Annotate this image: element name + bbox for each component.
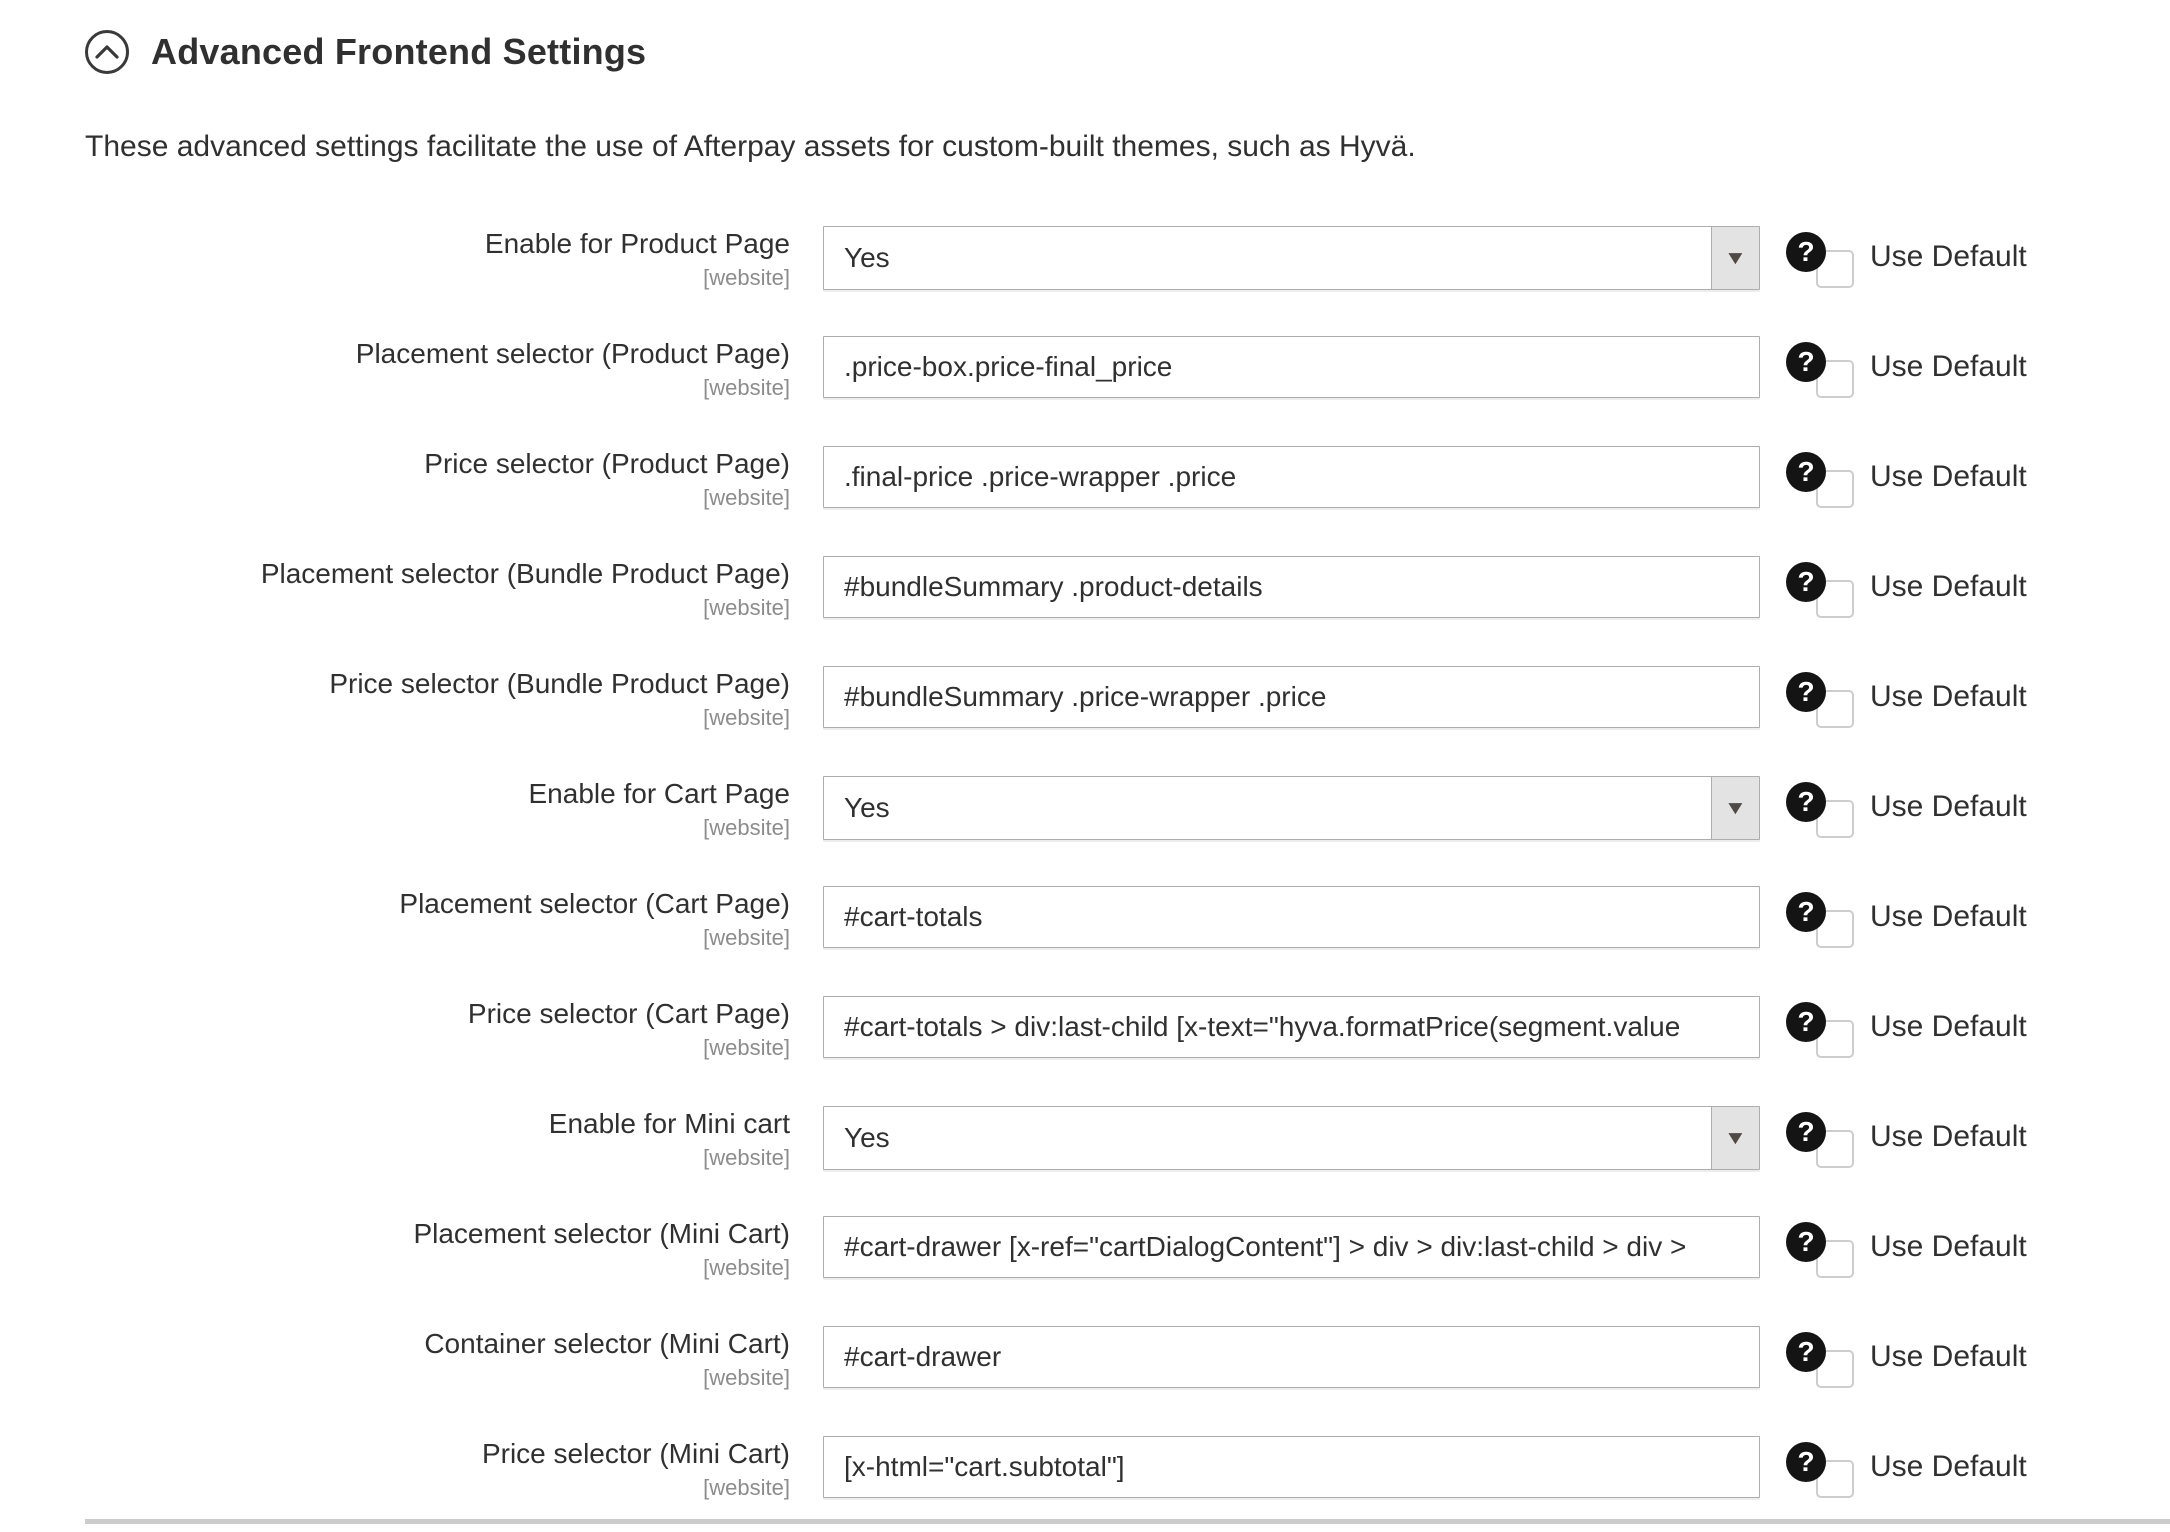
field-scope-label: [website] <box>703 1365 790 1390</box>
help-icon[interactable]: ? <box>1786 1332 1826 1372</box>
select-selected-value: Yes <box>844 792 890 823</box>
help-icon[interactable]: ? <box>1786 232 1826 272</box>
section-divider <box>85 1519 2170 1524</box>
field-label-group <box>85 996 790 1061</box>
field-actions <box>1760 776 2170 841</box>
use-default-label[interactable]: Use Default <box>1870 460 2027 493</box>
field-label: Price selector (Cart Page) <box>467 998 790 1029</box>
field-actions <box>1760 1216 2170 1281</box>
field-text-input[interactable] <box>823 996 1760 1058</box>
chevron-up-icon[interactable] <box>85 30 129 74</box>
field-actions <box>1760 996 2170 1061</box>
field-text-input[interactable] <box>823 666 1760 728</box>
field-scope-label: [website] <box>703 815 790 840</box>
form-row <box>85 1436 2170 1501</box>
form-row <box>85 336 2170 401</box>
field-select[interactable] <box>823 226 1760 290</box>
field-label: Price selector (Bundle Product Page) <box>329 668 790 699</box>
field-label: Enable for Product Page <box>484 228 790 259</box>
field-label: Price selector (Product Page) <box>424 448 790 479</box>
select-arrow-button[interactable] <box>1711 777 1759 839</box>
help-icon[interactable]: ? <box>1786 1112 1826 1152</box>
field-label-group <box>85 446 790 511</box>
field-text-input[interactable] <box>823 446 1760 508</box>
chevron-down-icon: ▼ <box>1723 1127 1748 1149</box>
help-icon[interactable]: ? <box>1786 1442 1826 1482</box>
settings-form <box>85 226 2170 1501</box>
select-arrow-button[interactable] <box>1711 227 1759 289</box>
field-actions <box>1760 556 2170 621</box>
field-label: Price selector (Mini Cart) <box>481 1438 790 1469</box>
field-input-area <box>823 666 1760 731</box>
field-label-group <box>85 1216 790 1281</box>
field-input-area <box>823 1436 1760 1501</box>
field-input-area <box>823 446 1760 511</box>
use-default-label[interactable]: Use Default <box>1870 900 2027 933</box>
field-actions <box>1760 666 2170 731</box>
form-row <box>85 226 2170 291</box>
field-label-group <box>85 776 790 841</box>
field-text-input[interactable] <box>823 1326 1760 1388</box>
use-default-label[interactable]: Use Default <box>1870 1010 2027 1043</box>
field-actions <box>1760 446 2170 511</box>
field-text-input[interactable] <box>823 1216 1760 1278</box>
field-label-group <box>85 886 790 951</box>
field-label-group <box>85 1106 790 1171</box>
help-icon[interactable]: ? <box>1786 562 1826 602</box>
field-scope-label: [website] <box>703 705 790 730</box>
field-scope-label: [website] <box>703 925 790 950</box>
field-label: Placement selector (Mini Cart) <box>413 1218 790 1249</box>
field-input-area <box>823 1326 1760 1391</box>
field-scope-label: [website] <box>703 595 790 620</box>
use-default-label[interactable]: Use Default <box>1870 1340 2027 1373</box>
field-scope-label: [website] <box>703 1035 790 1060</box>
help-icon[interactable]: ? <box>1786 892 1826 932</box>
use-default-label[interactable]: Use Default <box>1870 1230 2027 1263</box>
help-icon[interactable]: ? <box>1786 782 1826 822</box>
select-selected-value: Yes <box>844 1122 890 1153</box>
field-text-input[interactable] <box>823 556 1760 618</box>
chevron-down-icon: ▼ <box>1723 247 1748 269</box>
help-icon[interactable]: ? <box>1786 1222 1826 1262</box>
field-text-input[interactable] <box>823 1436 1760 1498</box>
field-text-input[interactable] <box>823 886 1760 948</box>
field-input-area <box>823 776 1760 841</box>
chevron-down-icon: ▼ <box>1723 797 1748 819</box>
help-icon[interactable]: ? <box>1786 342 1826 382</box>
field-label-group <box>85 666 790 731</box>
field-scope-label: [website] <box>703 1255 790 1280</box>
form-row <box>85 1326 2170 1391</box>
field-select[interactable] <box>823 776 1760 840</box>
field-actions <box>1760 1326 2170 1391</box>
help-icon[interactable]: ? <box>1786 1002 1826 1042</box>
form-row <box>85 1106 2170 1171</box>
use-default-label[interactable]: Use Default <box>1870 790 2027 823</box>
field-input-area <box>823 556 1760 621</box>
field-label-group <box>85 226 790 291</box>
field-label: Container selector (Mini Cart) <box>424 1328 790 1359</box>
field-scope-label: [website] <box>703 375 790 400</box>
field-input-area <box>823 1106 1760 1171</box>
field-select[interactable] <box>823 1106 1760 1170</box>
section-title: Advanced Frontend Settings <box>151 31 647 72</box>
field-actions <box>1760 1436 2170 1501</box>
field-label: Placement selector (Bundle Product Page) <box>260 558 790 589</box>
field-label: Enable for Mini cart <box>548 1108 790 1139</box>
field-label: Placement selector (Cart Page) <box>399 888 790 919</box>
section-description: These advanced settings facilitate the use of Afterpay assets for custom-built themes, such as Hyvä. <box>85 130 1416 163</box>
field-scope-label: [website] <box>703 1475 790 1500</box>
field-label-group <box>85 1436 790 1501</box>
field-input-area <box>823 1216 1760 1281</box>
form-row <box>85 1216 2170 1281</box>
field-actions <box>1760 336 2170 401</box>
field-input-area <box>823 226 1760 291</box>
field-label-group <box>85 336 790 401</box>
field-actions <box>1760 1106 2170 1171</box>
field-label-group <box>85 556 790 621</box>
use-default-label[interactable]: Use Default <box>1870 570 2027 603</box>
use-default-label[interactable]: Use Default <box>1870 680 2027 713</box>
field-scope-label: [website] <box>703 485 790 510</box>
field-actions <box>1760 886 2170 951</box>
help-icon[interactable]: ? <box>1786 452 1826 492</box>
use-default-label[interactable]: Use Default <box>1870 350 2027 383</box>
field-label: Enable for Cart Page <box>528 778 790 809</box>
select-selected-value: Yes <box>844 242 890 273</box>
form-row <box>85 666 2170 731</box>
field-scope-label: [website] <box>703 265 790 290</box>
form-row <box>85 886 2170 951</box>
help-icon[interactable]: ? <box>1786 672 1826 712</box>
field-input-area <box>823 336 1760 401</box>
use-default-label[interactable]: Use Default <box>1870 1120 2027 1153</box>
field-label-group <box>85 1326 790 1391</box>
section-header[interactable] <box>85 30 2170 74</box>
form-row <box>85 776 2170 841</box>
field-text-input[interactable] <box>823 336 1760 398</box>
form-row <box>85 996 2170 1061</box>
select-arrow-button[interactable] <box>1711 1107 1759 1169</box>
field-label: Placement selector (Product Page) <box>355 338 790 369</box>
use-default-label[interactable]: Use Default <box>1870 240 2027 273</box>
field-input-area <box>823 996 1760 1061</box>
field-scope-label: [website] <box>703 1145 790 1170</box>
form-row <box>85 556 2170 621</box>
field-input-area <box>823 886 1760 951</box>
use-default-label[interactable]: Use Default <box>1870 1450 2027 1483</box>
field-actions <box>1760 226 2170 291</box>
form-row <box>85 446 2170 511</box>
